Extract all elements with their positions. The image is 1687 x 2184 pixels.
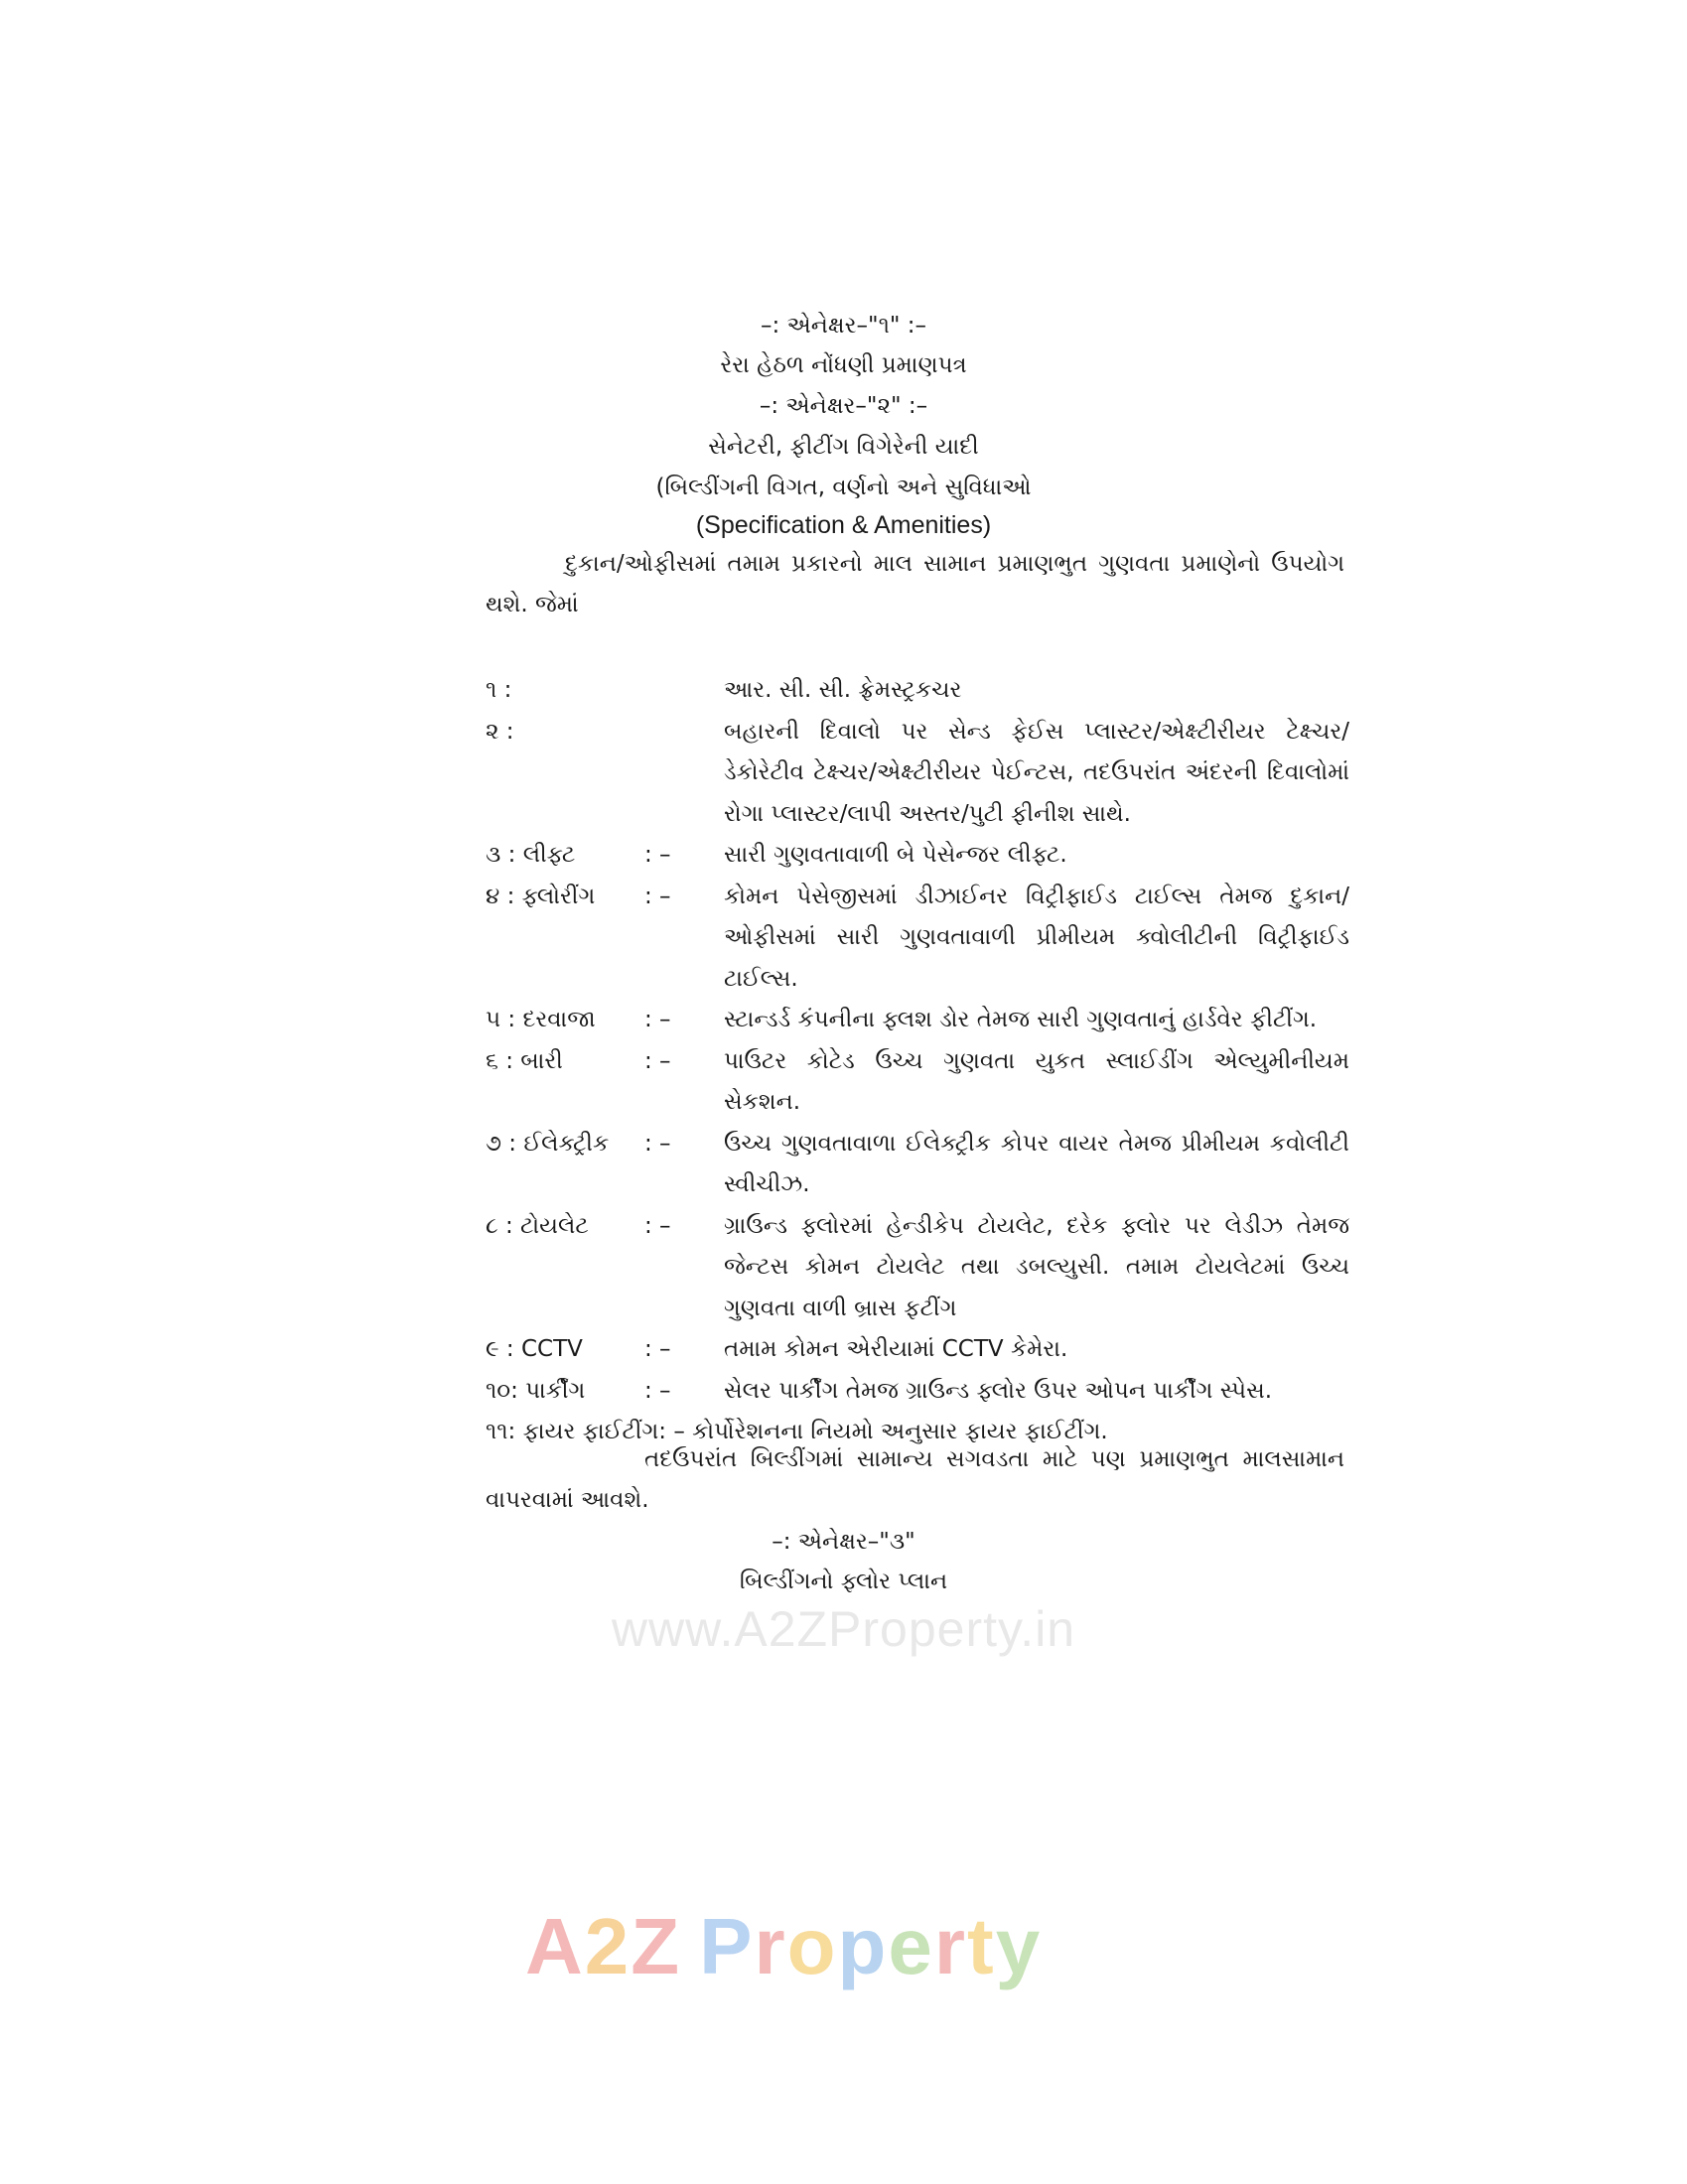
item-description: કોમન પેસેજીસમાં ડીઝાઈનર વિટ્રીફાઈડ ટાઈલ્સ તેમજ દુકાન/ઓફીસમાં સારી ગુણવતાવાળી પ્રીમીયમ ક્વોલીટીની વિટ્રીફાઈડ ટાઈલ્સ.: [724, 883, 1349, 992]
item-label: ૧૦: પાર્કીંગ: [486, 1377, 586, 1404]
item-label: ૨ :: [486, 718, 514, 745]
watermark-logo-letter: A: [525, 1902, 585, 1990]
item-description: સેલર પાર્કીંગ તેમજ ગ્રાઉન્ડ ફ્લોર ઉપર ઓપન પાર્કીંગ સ્પેસ.: [724, 1377, 1273, 1404]
list-item: [486, 877, 1349, 1001]
annex3-title: –: એનેક્ષર–"૩": [772, 1529, 915, 1555]
annex2-subtitle-2: (બિલ્ડીંગની વિગત, વર્ણનો અને સુવિધાઓ: [655, 475, 1032, 500]
item-separator: : –: [644, 1336, 671, 1362]
watermark-logo-letter: r: [933, 1902, 968, 1990]
annex1-subtitle: રેરા હેઠળ નોંધણી પ્રમાણપત્ર: [720, 352, 967, 378]
annex2-title: –: એનેક્ષર–"૨" :–: [759, 393, 928, 419]
watermark-logo-letter: P: [699, 1902, 755, 1990]
item-description: સારી ગુણવતાવાળી બે પેસેન્જર લીફ્ટ.: [724, 842, 1067, 868]
item-label: ૩ : લીફ્ટ: [486, 842, 576, 868]
specification-list: [486, 670, 1349, 1453]
item-separator: : –: [644, 1047, 671, 1074]
item-description: બહારની દિવાલો પર સેન્ડ ફેઈસ પ્લાસ્ટર/એક્ષ્ટીરીયર ટેક્ષ્ચર/ડેકોરેટીવ ટેક્ષ્ચર/એક્ષ્ટીરીયર પેઈન્ટસ, તદઉપરાંત અંદરની દિવાલોમાં રોગા પ્લાસ્ટર/લાપી અસ્તર/પુટી ફીનીશ સાથે.: [724, 718, 1349, 827]
watermark-logo-letter: 2: [584, 1902, 632, 1990]
watermark-logo-letter: p: [837, 1902, 889, 1990]
item-separator: : –: [644, 1130, 671, 1157]
watermark-logo-letter: r: [754, 1902, 787, 1990]
annex2-subtitle: સેનેટરી, ફીટીંગ વિગેરેની યાદી: [708, 434, 979, 460]
item-separator: : –: [644, 1212, 671, 1239]
watermark-logo-letter: y: [995, 1902, 1043, 1990]
watermark-logo-letter: Z: [631, 1902, 682, 1990]
list-item: [486, 1206, 1349, 1330]
item-label: ૬ : બારી: [486, 1047, 563, 1074]
item-label: ૮ : ટોયલેટ: [486, 1212, 589, 1239]
item-separator: : –: [644, 842, 671, 868]
item-description: સ્ટાન્ડર્ડ કંપનીના ફ્લશ ડોર તેમજ સારી ગુણવતાનું હાર્ડવેર ફીટીંગ.: [724, 1007, 1318, 1032]
item-separator: : –: [644, 1377, 671, 1404]
list-item: [486, 1041, 1349, 1124]
intro-paragraph: [486, 544, 1344, 625]
list-item: [486, 835, 1349, 877]
closing-text: તદઉપરાંત બિલ્ડીંગમાં સામાન્ય સગવડતા માટે પણ પ્રમાણભુત માલસામાન વાપરવામાં આવશે.: [486, 1446, 1344, 1513]
watermark-logo-letter: t: [967, 1902, 996, 1990]
list-item: [486, 1000, 1349, 1041]
item-label: ૪ : ફ્લોરીંગ: [486, 883, 596, 909]
list-item: [486, 1371, 1349, 1413]
item-separator: : –: [644, 1007, 671, 1032]
item-description: પાઉટર કોટેડ ઉચ્ચ ગુણવતા યુકત સ્લાઈડીંગ એલ્યુમીનીયમ સેકશન.: [724, 1047, 1349, 1115]
annex2-english-heading: (Specification & Amenities): [695, 511, 992, 539]
list-item: [486, 670, 1349, 712]
watermark-logo-letter: e: [888, 1902, 934, 1990]
item-description: ગ્રાઉન્ડ ફ્લોરમાં હેન્ડીકેપ ટોયલેટ, દરેક ફ્લોર પર લેડીઝ તેમજ જેન્ટસ કોમન ટોયલેટ તથા ડબલ્યુસી. તમામ ટોયલેટમાં ઉચ્ચ ગુણવતા વાળી બ્રાસ ફટીંગ: [724, 1212, 1349, 1321]
item-separator: : –: [644, 883, 671, 909]
closing-paragraph: [486, 1439, 1344, 1521]
list-item: [486, 712, 1349, 836]
watermark-logo: [525, 1901, 1042, 1992]
item-description: ઉચ્ચ ગુણવતાવાળા ઈલેક્ટ્રીક કોપર વાયર તેમજ પ્રીમીયમ કવોલીટી સ્વીચીઝ.: [724, 1130, 1349, 1197]
watermark-logo-letter: o: [786, 1902, 838, 1990]
item-description: આર. સી. સી. ફ્રેમસ્ટ્રકચર: [724, 677, 962, 703]
item-label: ૯ : CCTV: [486, 1336, 583, 1362]
item-description: તમામ કોમન એરીયામાં CCTV કેમેરા.: [724, 1336, 1068, 1362]
item-label: ૫ : દરવાજા: [486, 1007, 596, 1032]
list-item: [486, 1124, 1349, 1206]
item-label: ૧ :: [486, 677, 512, 703]
watermark-url: www.A2ZProperty.in: [611, 1601, 1076, 1657]
item-label: ૧૧: ફાયર ફાઈટીંગ: – કોર્પોરેશનના નિયમો અનુસાર ફાયર ફાઈટીંગ.: [486, 1419, 1108, 1444]
annex1-title: –: એનેક્ષર–"૧" :–: [760, 313, 927, 339]
annex3-subtitle: બિલ્ડીંગનો ફ્લોર પ્લાન: [739, 1569, 948, 1594]
item-label: ૭ : ઈલેક્ટ્રીક: [486, 1130, 610, 1157]
list-item: [486, 1329, 1349, 1371]
intro-text: દુકાન/ઓફીસમાં તમામ પ્રકારનો માલ સામાન પ્રમાણભુત ગુણવતા પ્રમાણેનો ઉપયોગ થશે. જેમાં: [486, 551, 1344, 617]
